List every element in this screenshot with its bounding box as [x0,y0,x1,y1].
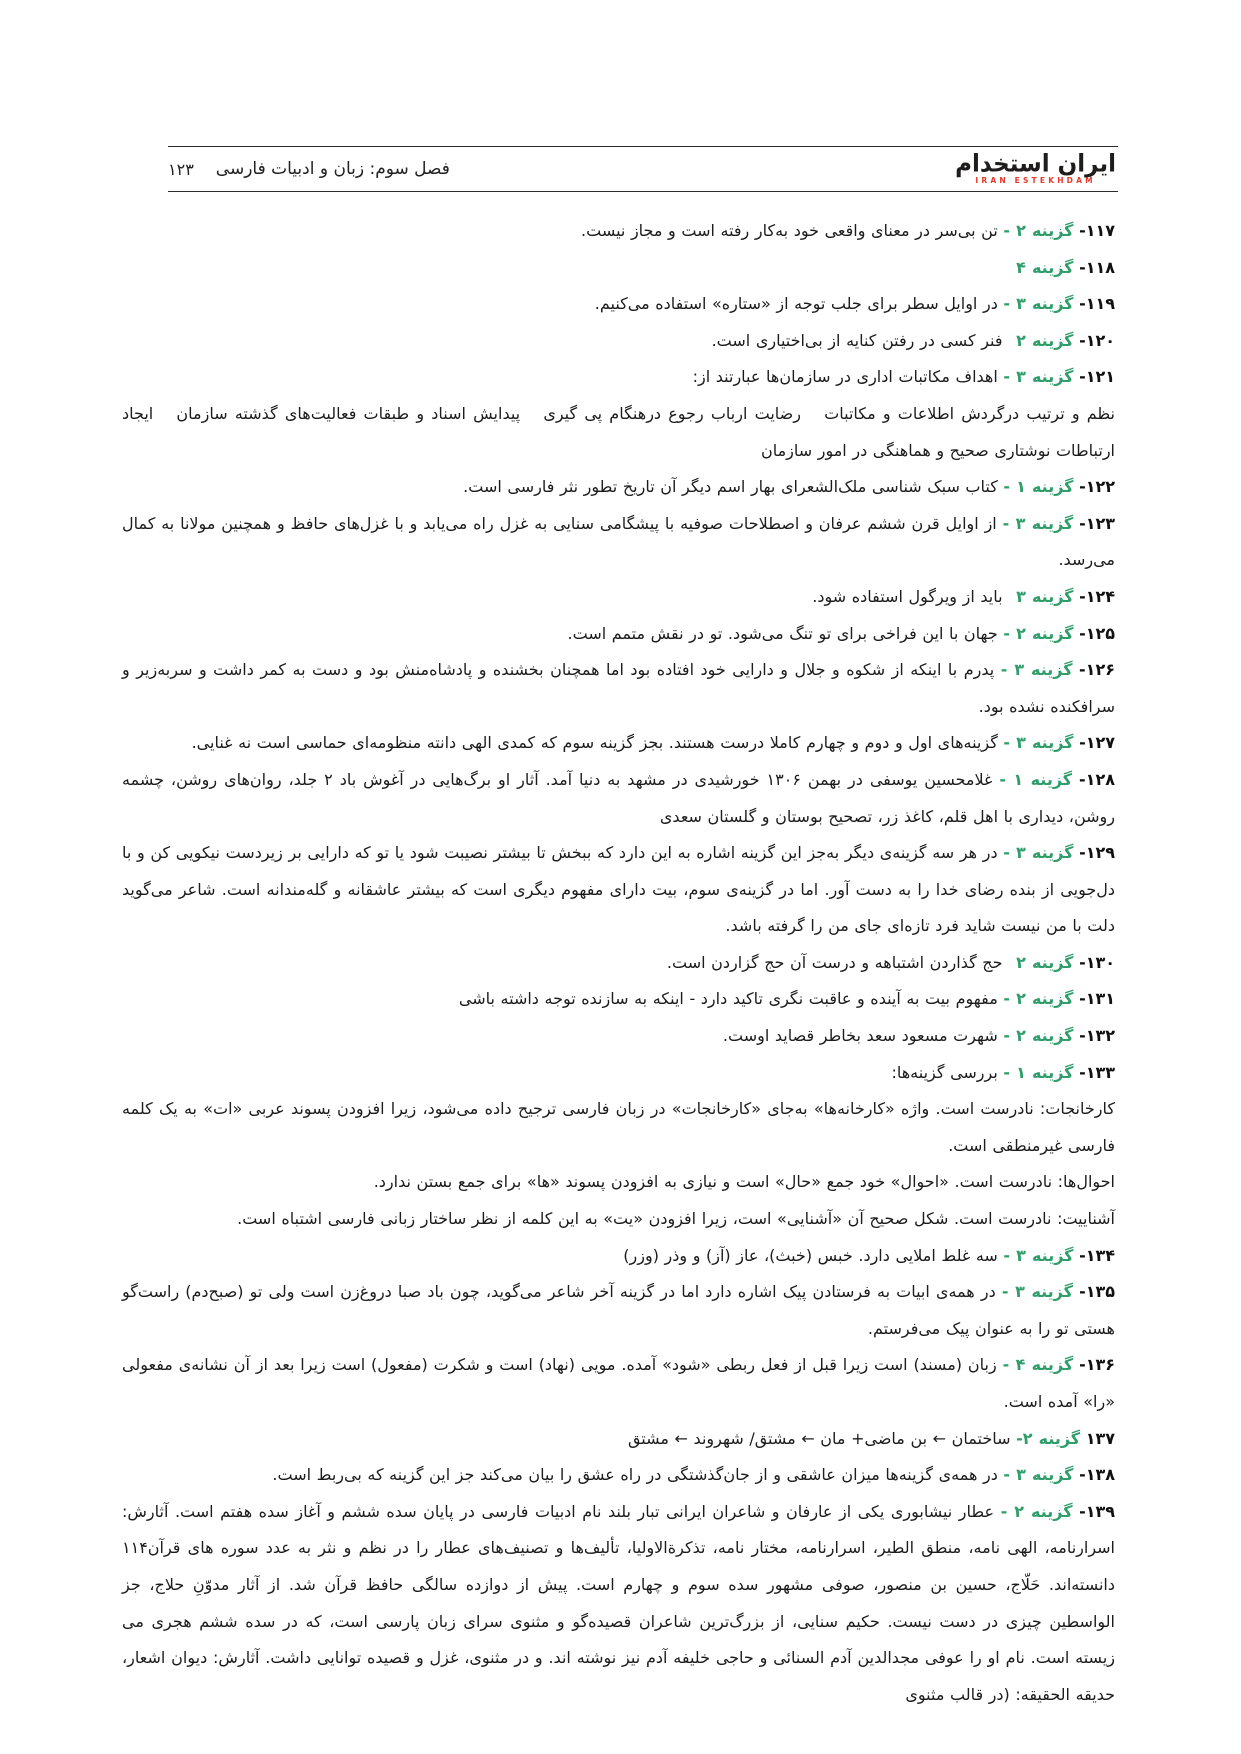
answer-continuation: احوال‌ها: نادرست است. «احوال» خود جمع «حال» است و نیازی به افزودن پسوند «ها» برای جمع بستن ندارد. [373,1172,1115,1192]
answer-number: ۱۲۶- [1079,660,1115,680]
logo-latin-text: IRAN ESTEKHDAM [975,176,1096,186]
answer-text: شهرت مسعود سعد بخاطر قصاید اوست. [722,1026,998,1046]
answer-number: ۱۳۶- [1079,1355,1115,1375]
answer-item [122,506,1115,579]
chapter-title: فصل سوم: زبان و ادبیات فارسی [215,159,450,179]
answer-text: در همه‌ی ابیات به فرستادن پیک اشاره دارد اما در گزینه آخر شاعر می‌گوید، چون باد صبا دروغ‌زن است ولی تو (صبح‌دم) راست‌گو هستی تو را به عنوان پیک می‌فرستم. [122,1282,1115,1338]
answer-option: گزینه ۲ [1008,952,1074,972]
logo-farsi-text: ایران استخدام [955,150,1116,178]
answer-item [122,981,1115,1018]
answer-item [122,1018,1115,1055]
answer-option: گزینه ۳ [1008,586,1074,606]
answer-item [122,1457,1115,1494]
answer-text: در هر سه گزینه‌ی دیگر به‌جز این گزینه اشاره به این دارد که ببخش تا بیشتر نصیبت شود یا تو که دارایی بر زیردست نیکویی کن و با دل‌جویی از بنده رضای خدا را به دست آور. اما در گزینه‌ی سوم، بیت دارای مفهوم دیگری است که بیشتر عاشقانه و گله‌مندانه است. شاعر می‌گوید دلت با من نیست شاید فرد تازه‌ای جای من را گرفته باشد. [122,843,1115,936]
answer-number: ۱۱۹- [1079,294,1115,314]
answer-text: مفهوم بیت به آینده و عاقبت نگری تاکید دارد - اینکه به سازنده توجه داشته باشی [458,989,998,1009]
answer-continuation: کارخانجات: نادرست است. واژه «کارخانه‌ها» به‌جای «کارخانجات» در زبان فارسی ترجیح داده می‌شود، زیرا افزودن پسوند عربی «ات» به یک کلمه فارسی غیرمنطقی است. [122,1099,1115,1155]
answer-text: بررسی گزینه‌ها: [891,1062,998,1082]
answer-option: گزینه ۴ [1016,257,1074,277]
answer-text: غلامحسین یوسفی در بهمن ۱۳۰۶ خورشیدی در مشهد به دنیا آمد. آثار او برگ‌هایی در آغوش باد ۲ جلد، روان‌های روشن، چشمه روشن، دیداری با اهل قلم، کاغذ زر، تصحیح بوستان و گلستان سعدی [122,769,1115,826]
answer-text: فنر کسی در رفتن کنایه از بی‌اختیاری است. [711,330,1003,350]
answer-option: گزینه ۳ - [1002,513,1074,533]
answer-number: ۱۱۸- [1079,257,1115,277]
answer-item [122,835,1115,945]
answer-option: گزینه ۲ - [1003,1026,1074,1046]
answer-text: تن بی‌سر در معنای واقعی خود به‌کار رفته است و مجاز نیست. [581,221,998,240]
answer-option: گزینه ۲ - [1000,1501,1073,1521]
answer-text: جهان با این فراخی برای تو تنگ می‌شود. تو در نقش متمم است. [567,623,998,643]
answer-item [122,616,1115,653]
answer-number: ۱۲۵- [1079,623,1115,643]
answer-number: ۱۳۹- [1079,1501,1115,1521]
answer-continuation: آشناییت: نادرست است. شکل صحیح آن «آشنایی» است، زیرا افزودن «یت» به این کلمه از نظر ساختار زبانی فارسی اشتباه است. [237,1209,1115,1229]
answer-option: گزینه ۱ - [1003,1062,1074,1082]
answer-option: گزینه ۳ - [1003,294,1074,314]
answer-text: حج گذاردن اشتباهه و درست آن حج گزاردن است. [666,952,1003,972]
answer-text: پدرم با اینکه از شکوه و جلال و دارایی خود افتاده بود اما همچنان بخشنده و پادشاه‌منش بود و دست به کمر داشت و سربه‌زیر و سرافکنده نشده بود. [122,660,1115,716]
answer-number: ۱۲۷- [1079,733,1115,753]
answer-option: گزینه ۲ - [1003,221,1074,240]
answer-item [122,762,1115,835]
answer-item [122,250,1115,287]
answer-item [122,286,1115,323]
answer-item [122,1347,1115,1420]
answer-number: ۱۱۷- [1079,221,1115,240]
answer-item [122,652,1115,725]
answer-option: گزینه ۴ - [1002,1355,1074,1375]
answer-item [122,1494,1115,1714]
answer-option: گزینه ۳ - [1003,1245,1074,1265]
answer-item [122,1421,1115,1458]
answer-item [122,945,1115,982]
answer-text: زبان (مسند) است زیرا قبل از فعل ربطی «شود» آمده. مویی (نهاد) است و شکرت (مفعول) است زیرا بعد از آن نشانه‌ی مفعولی «را» آمده است. [122,1355,1115,1411]
answer-option: گزینه ۱ - [1003,477,1074,497]
answer-item [122,1238,1115,1275]
answer-number: ۱۲۳- [1079,513,1116,533]
answer-option: گزینه ۱ - [999,769,1073,789]
answer-number: ۱۳۴- [1079,1245,1115,1265]
answer-option: گزینه ۳ - [1003,733,1074,753]
answer-text: از اوایل قرن ششم عرفان و اصطلاحات صوفیه با پیشگامی سنایی به غزل راه می‌یابد و با غزل‌های حافظ و همچنین مولانا به کمال می‌رسد. [122,513,1115,570]
answer-text: در اوایل سطر برای جلب توجه از «ستاره» استفاده می‌کنیم. [594,294,998,314]
answer-item [122,1274,1115,1347]
answer-option: گزینه ۳ - [1003,367,1074,387]
answer-number: ۱۳۵- [1079,1282,1116,1302]
answers-list [122,213,1115,1713]
answer-option: گزینه ۳ - [1003,843,1074,863]
iran-estekhdam-logo [955,150,1116,186]
answer-option: گزینه ۲- [1016,1428,1081,1448]
answer-number: ۱۲۸- [1079,769,1115,789]
answer-text: کتاب سبک شناسی ملک‌الشعرای بهار اسم دیگر آن تاریخ تطور نثر فارسی است. [463,477,998,497]
answer-continuation: نظم و ترتیب درگردش اطلاعات و مکاتبات رضایت ارباب رجوع درهنگام پی گیری پیدایش اسناد و طبقات فعالیت‌های گذشته سازمان ایجاد ارتباطات نوشتاری صحیح و هماهنگی در امور سازمان [122,403,1115,460]
answer-number: ۱۲۴- [1079,586,1115,606]
page-number: ۱۲۳ [168,159,194,179]
answer-item [122,725,1115,762]
answer-item [122,359,1115,396]
answer-number: ۱۳۰- [1079,952,1115,972]
answer-number: ۱۳۸- [1079,1465,1115,1485]
answer-option: گزینه ۳ - [1001,1282,1073,1302]
answer-item [122,323,1115,360]
answer-text: باید از ویرگول استفاده شود. [812,586,1003,606]
page-header [168,147,1118,191]
answer-text: اهداف مکاتبات اداری در سازمان‌ها عبارتند از: [692,367,998,387]
answer-number: ۱۳۲- [1079,1026,1115,1046]
answer-option: گزینه ۲ - [1003,989,1074,1009]
answer-number: ۱۲۱- [1079,367,1115,387]
answer-number: ۱۲۰- [1079,330,1115,350]
answer-number: ۱۲۲- [1079,477,1115,497]
answer-text: گزینه‌های اول و دوم و چهارم کاملا درست هستند. بجز گزینه سوم که کمدی الهی دانته منظومه‌ای حماسی است نه غنایی. [191,733,998,753]
answer-item [122,1055,1115,1092]
answer-item [122,579,1115,616]
answer-item [122,213,1115,250]
answer-number: ۱۳۱- [1079,989,1115,1009]
answer-number: ۱۳۷ [1085,1428,1115,1448]
answer-option: گزینه ۳ - [1000,660,1073,680]
answer-text: سه غلط املایی دارد. خبس (خبث)، عاز (آز) و وذر (وزر) [623,1245,998,1265]
header-bottom-rule [168,191,1118,192]
answer-option: گزینه ۲ [1008,330,1074,350]
answer-option: گزینه ۲ - [1003,623,1074,643]
answer-option: گزینه ۳ - [1003,1465,1074,1485]
answer-text: در همه‌ی گزینه‌ها میزان عاشقی و از جان‌گذشتگی در راه عشق را بیان می‌کند جز این گزینه که بی‌ربط است. [272,1465,998,1485]
answer-text: عطار نیشابوری یکی از عارفان و شاعران ایرانی تبار بلند نام ادبیات فارسی در پایان سده ششم و آغاز سده هفتم است. آثارش: اسرارنامه، الهی نامه، منطق الطیر، اسرارنامه، مختار نامه، تذکرةالاولیا، تألیف‌ها و تصنیف‌های عطار را در نظم و نثر به عدد سوره های قرآن۱۱۴ دانسته‌اند. حَلّاج، حسین بن منصور، صوفی مشهور سده سوم و چهارم است. پیش از دوازده سالگی حافظ قرآن شد. از آثار مدوّنِ حلاج، جز الواسطین چیزی در دست نیست. حکیم سنایی، از بزرگ‌ترین شاعران قصیده‌گو و مثنوی سرای زبان پارسی است، که در سده ششم هجری می زیسته است. نام او را عوفی مجدالدین آدم السنائی و حاجی خلیفه آدم نیز نوشته اند. و در مثنوی، غزل و قصیده توانایی داشت. آثارش: دیوان اشعار، حدیقه الحقیقه: (در قالب مثنوی [122,1501,1115,1704]
answer-text: ساختمان ← بن ماضی+ مان ← مشتق/ شهروند ← مشتق [627,1428,1011,1448]
answer-number: ۱۲۹- [1079,843,1116,863]
answer-item [122,469,1115,506]
answer-number: ۱۳۳- [1079,1062,1115,1082]
